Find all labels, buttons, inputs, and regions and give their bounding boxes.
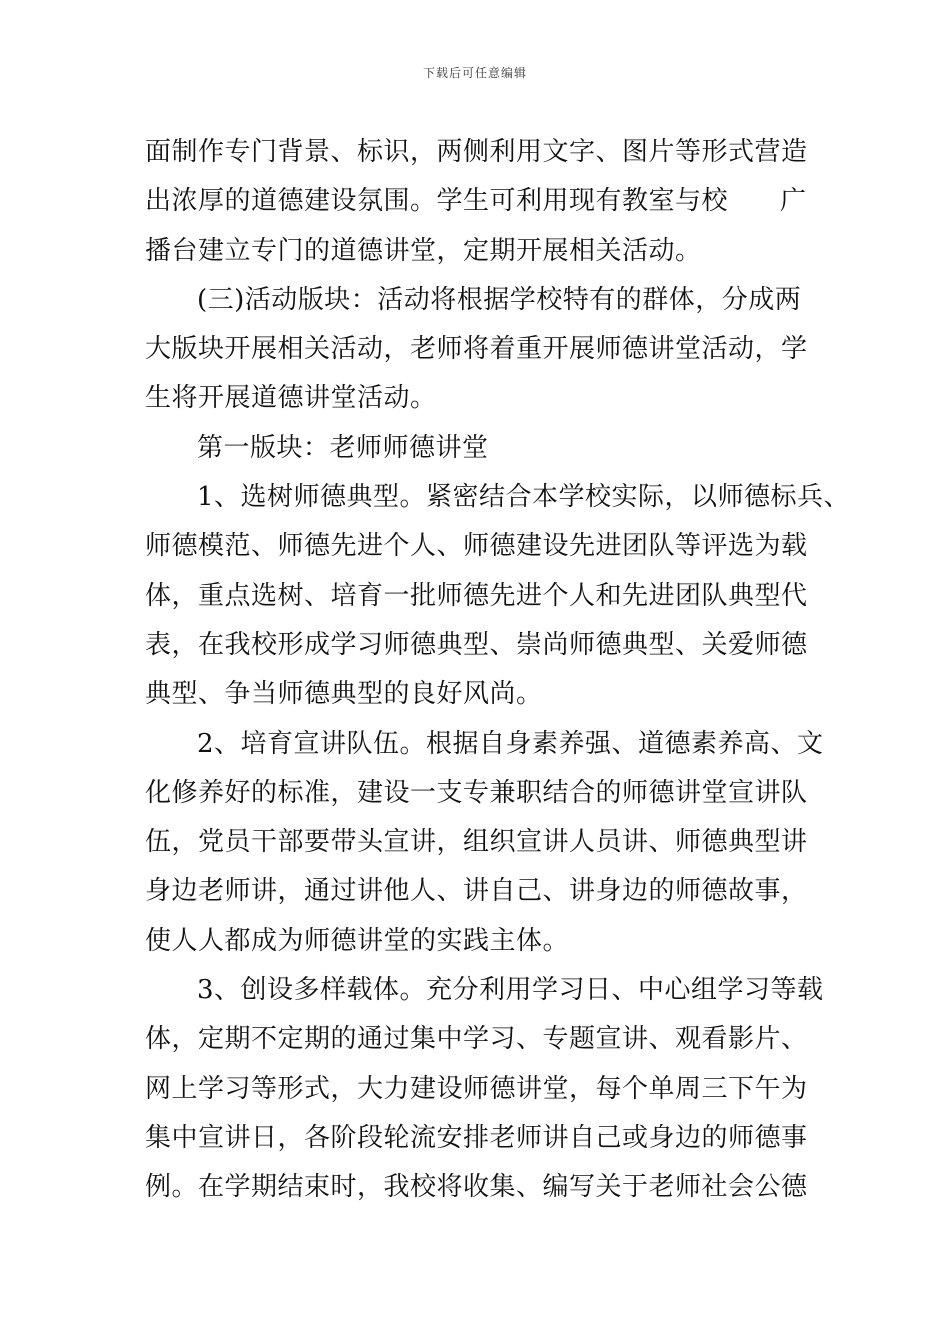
text-line	[145, 621, 825, 670]
text-line	[145, 572, 825, 621]
text-line	[145, 522, 825, 571]
line-text: 伍，党员干部要带头宣讲，组织宣讲人员讲、师德典型讲	[145, 827, 808, 858]
text-line	[145, 769, 825, 818]
line-text: 身边老师讲，通过讲他人、讲自己、讲身边的师德故事，	[145, 876, 808, 907]
line-text: 例。在学期结束时，我校将收集、编写关于老师社会公德	[145, 1172, 808, 1203]
text-line	[145, 424, 825, 473]
text-line	[145, 128, 825, 177]
line-text: 生将开展道德讲堂活动。	[145, 383, 437, 414]
text-line	[145, 917, 825, 966]
page-header: 下载后可任意编辑	[422, 66, 527, 80]
line-text: 大版块开展相关活动，老师将着重开展师德讲堂活动，学	[145, 334, 808, 365]
line-text: 体，重点选树、培育一批师德先进个人和先进团队典型代	[145, 580, 808, 611]
line-text: (三)活动版块：活动将根据学校特有的群体，分成两	[197, 284, 802, 315]
text-line	[145, 1114, 825, 1163]
text-line	[145, 177, 825, 226]
line-text: 表，在我校形成学习师德典型、崇尚师德典型、关爱师德	[145, 629, 808, 660]
line-text: 使人人都成为师德讲堂的实践主体。	[145, 925, 570, 956]
text-line	[145, 1065, 825, 1114]
line-text: 集中宣讲日，各阶段轮流安排老师讲自己或身边的师德事	[145, 1122, 808, 1153]
line-text: 网上学习等形式，大力建设师德讲堂，每个单周三下午为	[145, 1073, 808, 1104]
document-body	[145, 128, 851, 1213]
text-line	[145, 374, 825, 423]
line-text: 出浓厚的道德建设氛围。学生可利用现有教室与校	[145, 186, 729, 217]
line-text: 师德模范、师德先进个人、师德建设先进团队等评选为载	[145, 531, 808, 562]
line-text: 化修养好的标准，建设一支专兼职结合的师德讲堂宣讲队	[145, 777, 808, 808]
line-text: 面制作专门背景、标识，两侧利用文字、图片等形式营造	[145, 137, 808, 167]
line-text: 播台建立专门的道德讲堂，定期开展相关活动。	[145, 235, 702, 266]
text-line	[145, 867, 825, 916]
line-text: 第一版块：老师师德讲堂	[197, 432, 489, 463]
text-line	[145, 966, 825, 1015]
text-line	[145, 720, 825, 769]
line-text: 体，定期不定期的通过集中学习、专题宣讲、观看影片、	[145, 1024, 808, 1055]
line-tail-text: 广	[780, 186, 807, 217]
line-text: 3、创设多样载体。充分利用学习日、中心组学习等载	[197, 975, 824, 1006]
line-text: 1、选树师德典型。紧密结合本学校实际，以师德标兵、	[197, 482, 851, 513]
text-line	[145, 1015, 825, 1064]
text-line	[145, 1163, 825, 1212]
text-line	[145, 227, 825, 276]
text-line	[145, 276, 825, 325]
line-text: 典型、争当师德典型的良好风尚。	[145, 679, 543, 710]
text-line	[145, 670, 825, 719]
line-text: 2、培育宣讲队伍。根据自身素养强、道德素养高、文	[197, 728, 824, 759]
text-line	[145, 325, 825, 374]
text-line	[145, 473, 851, 522]
text-line	[145, 818, 825, 867]
